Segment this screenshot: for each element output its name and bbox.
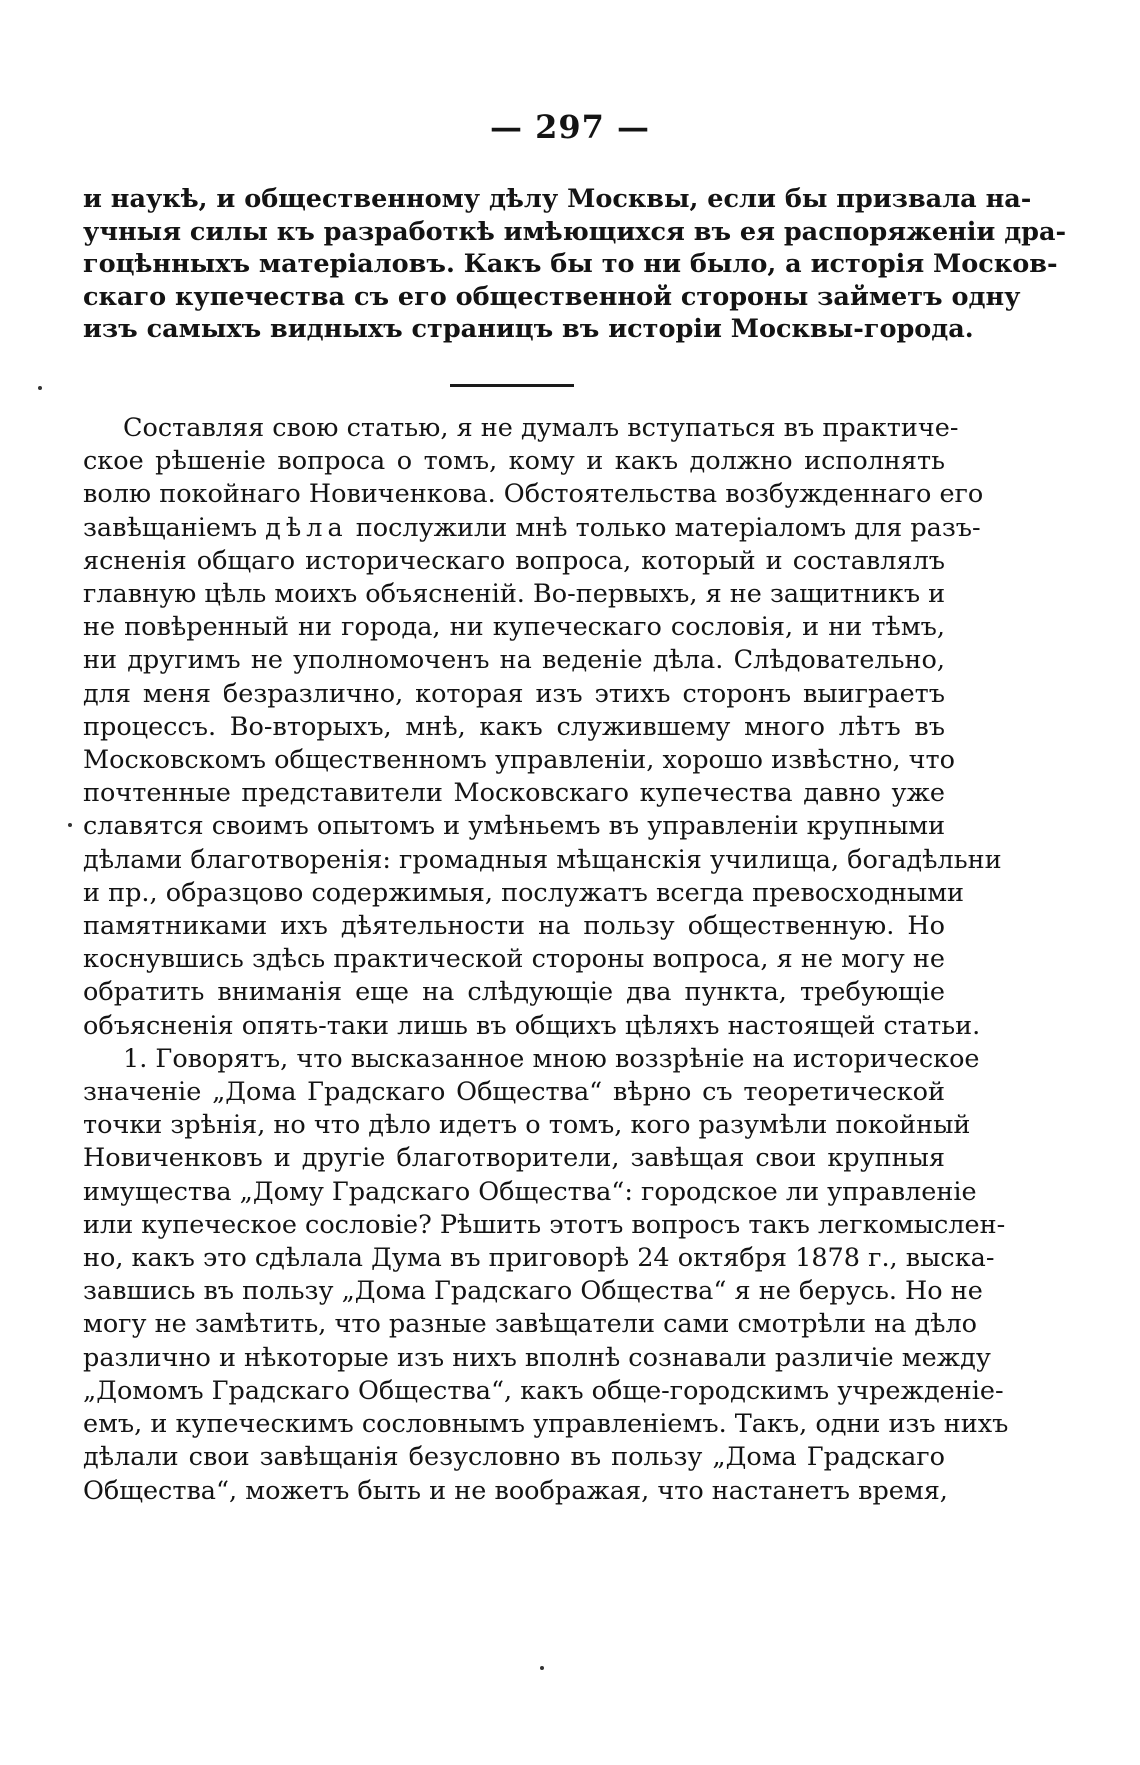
- text-line: могу не замѣтить, что разные завѣщатели сами смотрѣли на дѣло: [83, 1309, 978, 1340]
- text-line: обратить вниманія еще на слѣдующіе два пункта, требующіе: [83, 977, 945, 1008]
- text-line: дѣлами благотворенія: громадныя мѣщанскія училища, богадѣльни: [83, 844, 1002, 875]
- text-line: славятся своимъ опытомъ и умѣньемъ въ управленіи крупными: [83, 811, 946, 842]
- page-number: — 297 —: [489, 108, 651, 146]
- text-line: ское рѣшеніе вопроса о томъ, кому и какъ должно исполнять: [83, 446, 945, 477]
- line-rest: послужили мнѣ только матеріаломъ для разъ-: [355, 512, 981, 543]
- text-line: почтенные представители Московскаго купечества давно уже: [83, 778, 945, 809]
- scan-speck: [68, 823, 72, 827]
- text-line: учныя силы къ разработкѣ имѣющихся въ ея распоряженіи дра-: [83, 216, 1067, 247]
- text-line: изъ самыхъ видныхъ страницъ въ исторіи Москвы-города.: [83, 314, 974, 345]
- text-line: и пр., образцово содержимыя, послужатъ всегда превосходными: [83, 877, 965, 908]
- scan-speck: [38, 386, 42, 390]
- text-line: но, какъ это сдѣлала Дума въ приговорѣ 24 октября 1878 г., выска-: [83, 1243, 995, 1274]
- text-line: Московскомъ общественномъ управленіи, хорошо извѣстно, что: [83, 745, 955, 776]
- text-line: памятниками ихъ дѣятельности на пользу общественную. Но: [83, 911, 945, 942]
- text-line: не повѣренный ни города, ни купеческаго сословія, и ни тѣмъ,: [83, 612, 945, 643]
- word: завѣщаніемъ: [83, 512, 258, 543]
- text-line: волю покойнаго Новиченкова. Обстоятельства возбужденнаго его: [83, 479, 984, 510]
- text-line: дѣлали свои завѣщанія безусловно въ пользу „Дома Градскаго: [83, 1442, 945, 1473]
- text-line: ни другимъ не уполномоченъ на веденіе дѣла. Слѣдовательно,: [83, 645, 945, 676]
- text-line: [83, 512, 981, 545]
- text-line: Новиченковъ и другіе благотворители, завѣщая свои крупныя: [83, 1143, 945, 1174]
- text-line: гоцѣнныхъ матеріаловъ. Какъ бы то ни было, а исторія Москов-: [83, 249, 1058, 280]
- text-line: для меня безразлично, которая изъ этихъ сторонъ выиграетъ: [83, 678, 945, 709]
- text-line: завшись въ пользу „Дома Градскаго Общества“ я не берусь. Но не: [83, 1276, 983, 1307]
- section-separator: [450, 384, 574, 387]
- text-line: „Домомъ Градскаго Общества“, какъ обще-городскимъ учрежденіе-: [83, 1375, 1004, 1406]
- text-line: емъ, и купеческимъ сословнымъ управленіемъ. Такъ, одни изъ нихъ: [83, 1409, 1009, 1440]
- text-line: и наукѣ, и общественному дѣлу Москвы, если бы призвала на-: [83, 184, 1032, 214]
- text-line: Составляя свою статью, я не думалъ вступаться въ практиче-: [123, 413, 959, 443]
- text-line: ясненія общаго историческаго вопроса, который и составлялъ: [83, 545, 945, 576]
- text-line: объясненія опять-таки лишь въ общихъ цѣляхъ настоящей статьи.: [83, 1010, 981, 1041]
- emphasized-word: дѣла: [265, 512, 348, 543]
- text-line: Общества“, можетъ быть и не воображая, что настанетъ время,: [83, 1475, 948, 1506]
- text-line: скаго купечества съ его общественной стороны займетъ одну: [83, 281, 1021, 312]
- text-line: 1. Говорятъ, что высказанное мною воззрѣніе на историческое: [123, 1043, 980, 1074]
- text-line: точки зрѣнія, но что дѣло идетъ о томъ, кого разумѣли покойный: [83, 1110, 971, 1141]
- scan-speck: [540, 1666, 544, 1670]
- text-line: главную цѣль моихъ объясненій. Во-первыхъ, я не защитникъ и: [83, 579, 946, 610]
- text-line: или купеческое сословіе? Рѣшить этотъ вопросъ такъ легкомыслен-: [83, 1209, 1006, 1240]
- text-line: коснувшись здѣсь практической стороны вопроса, я не могу не: [83, 944, 945, 975]
- text-line: процессъ. Во-вторыхъ, мнѣ, какъ служившему много лѣтъ въ: [83, 711, 945, 742]
- article-body: [83, 412, 1009, 1508]
- text-line: различно и нѣкоторые изъ нихъ вполнѣ сознавали различіе между: [83, 1342, 991, 1373]
- text-line: имущества „Дому Градскаго Общества“: городское ли управленіе: [83, 1176, 977, 1207]
- text-line: значеніе „Дома Градскаго Общества“ вѣрно съ теоретической: [83, 1077, 945, 1108]
- continuation-paragraph: [83, 183, 1067, 346]
